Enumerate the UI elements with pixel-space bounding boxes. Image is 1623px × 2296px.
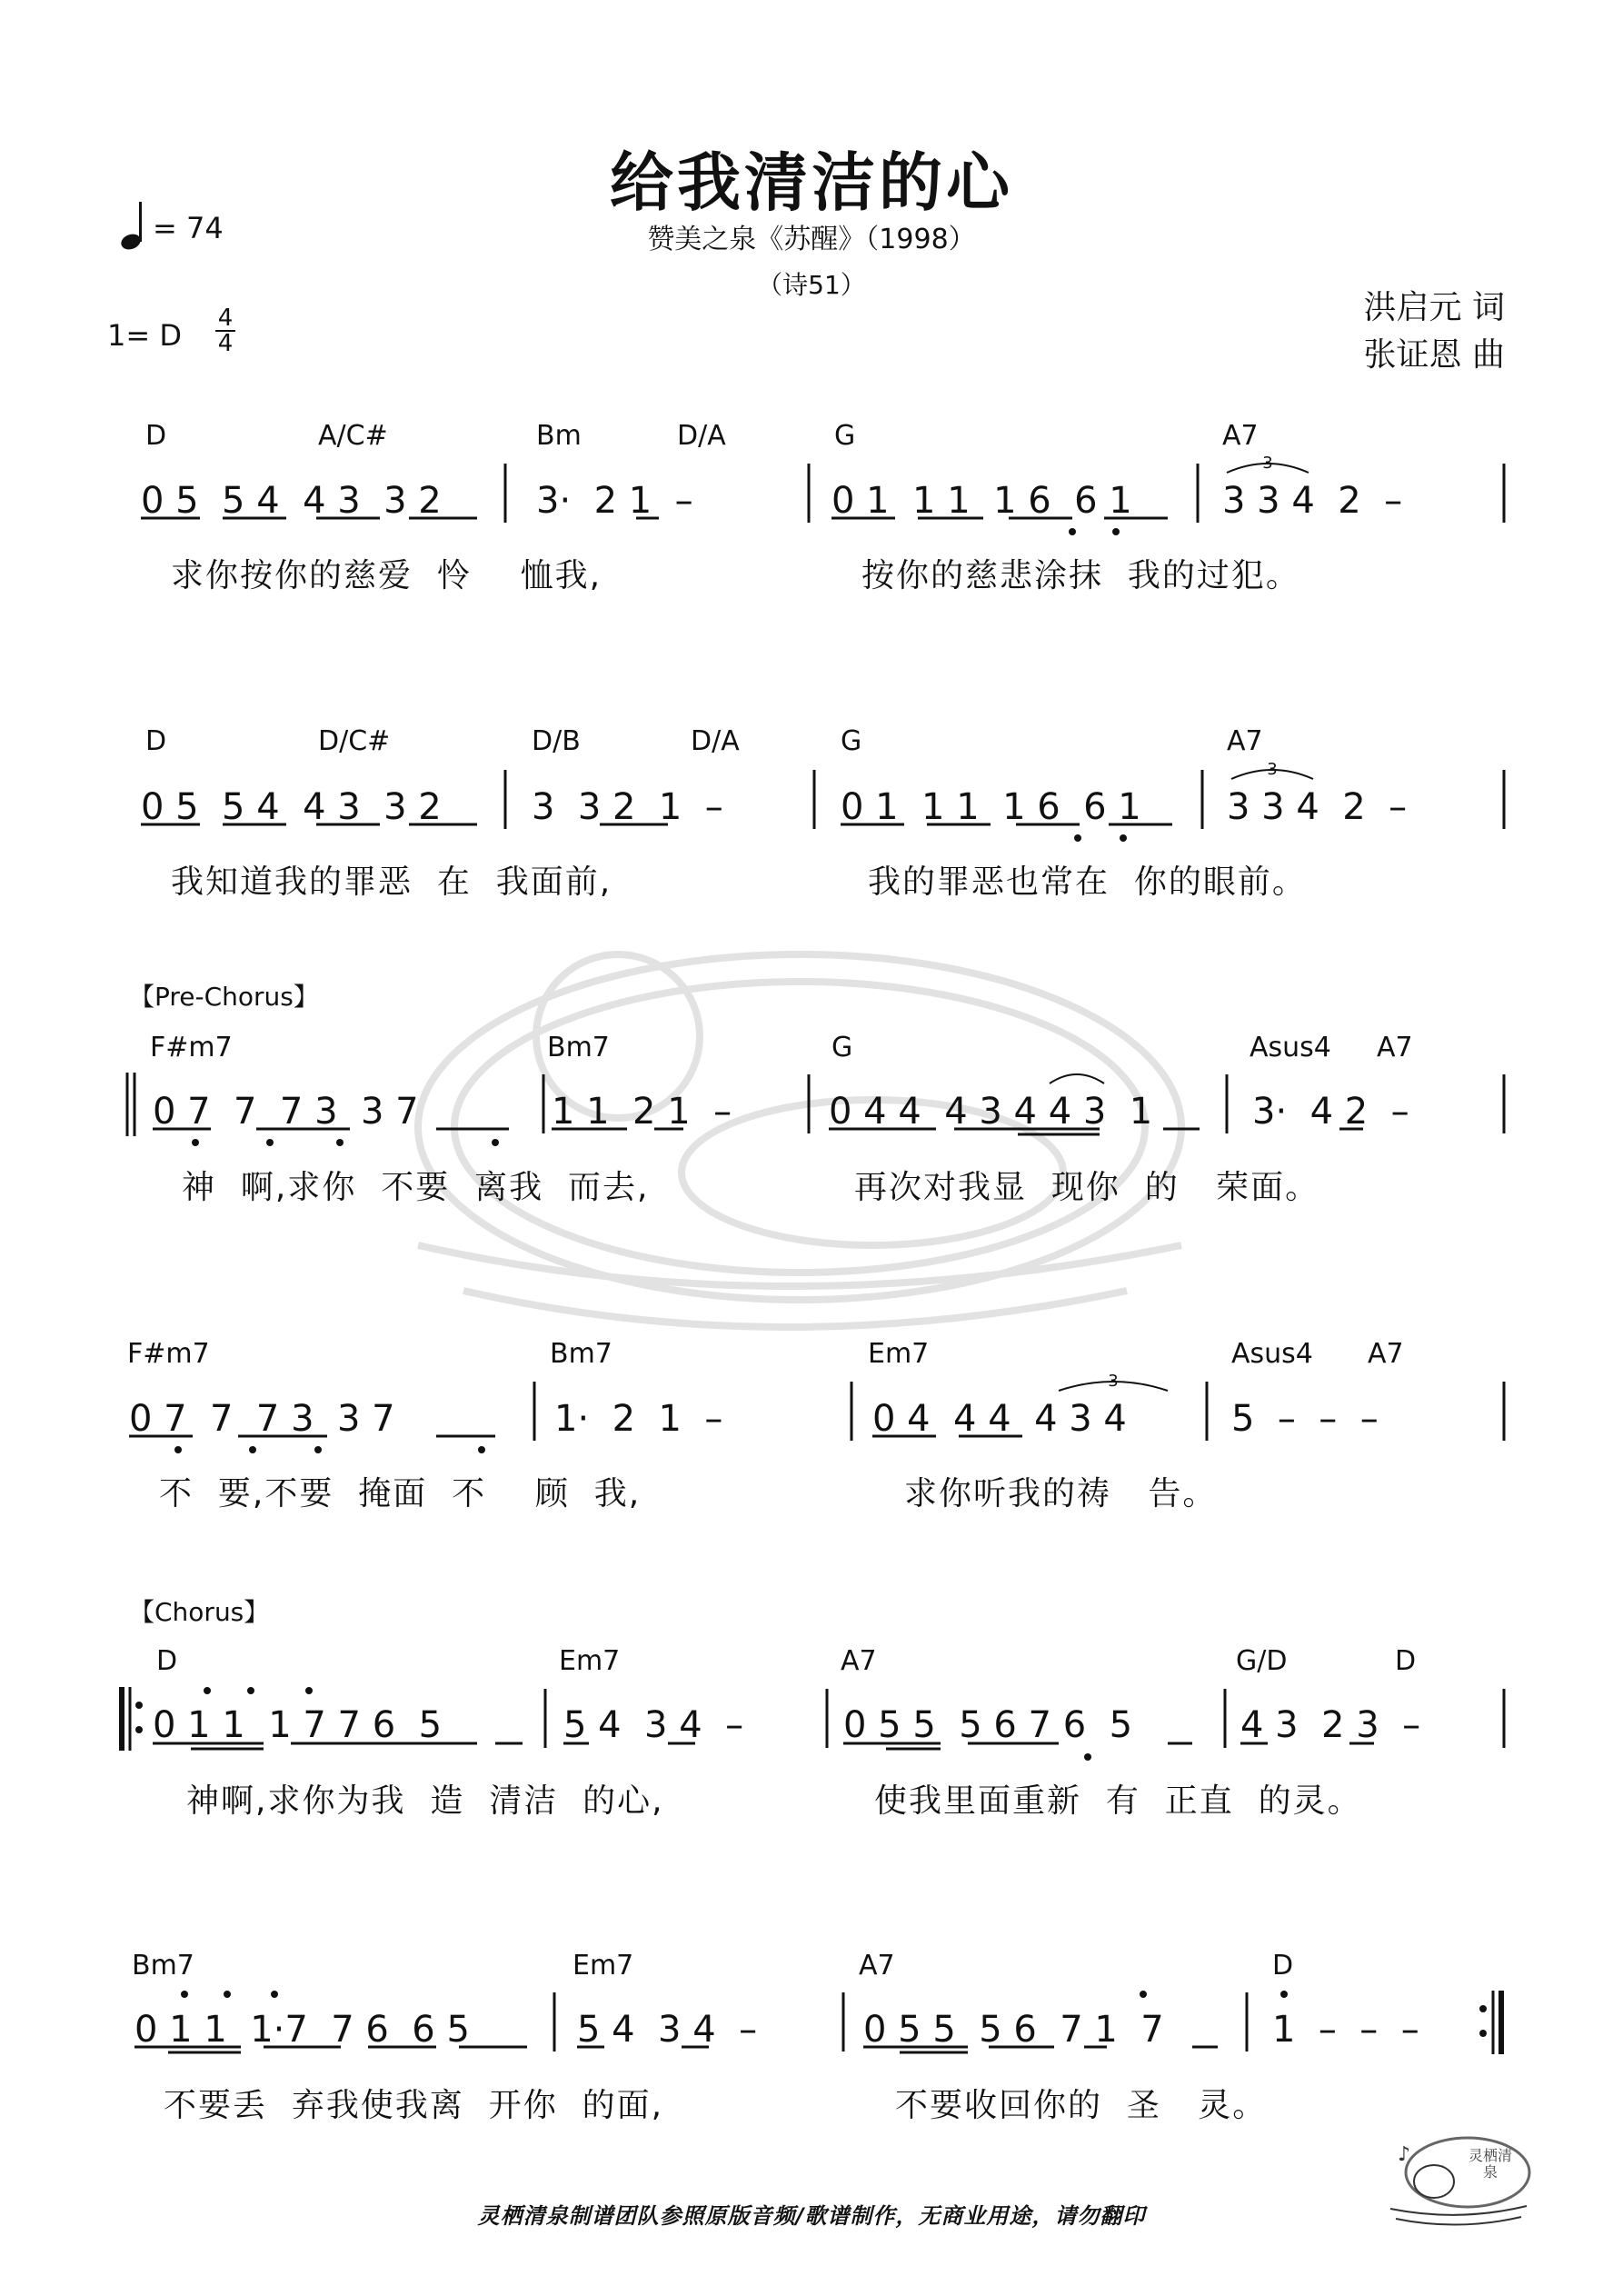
- measure: 3· 4 2 –: [1252, 1091, 1409, 1133]
- row-6-staff-marks: [0, 1983, 1623, 2083]
- row-1-staff-marks: [0, 454, 1623, 554]
- lyric-line: 神啊,求你为我 造 清洁 的心,: [186, 1782, 664, 1820]
- time-signature: [212, 304, 239, 357]
- key-label: 1= D: [107, 318, 182, 353]
- lyric-line: 不要收回你的 圣 灵。: [895, 2087, 1268, 2124]
- svg-text:3: 3: [1108, 1373, 1119, 1391]
- lyric-line: 不 要,不要 掩面 不 顾 我,: [159, 1475, 642, 1512]
- measure: 0 5 5 5 6 7 1 7: [863, 2009, 1164, 2051]
- chord: Asus4: [1250, 1032, 1331, 1063]
- svg-text:3: 3: [1267, 761, 1278, 779]
- time-signature-bottom: 4: [217, 330, 234, 357]
- lyric-line: 求你按你的慈爱 怜 恤我,: [171, 557, 602, 594]
- measure: 3 3 4 2 –: [1227, 786, 1408, 828]
- measure: 1 – – –: [1272, 2009, 1419, 2051]
- measure: 1 1 2 1 –: [552, 1091, 732, 1133]
- chord: Em7: [868, 1338, 930, 1370]
- measure: 3 3 4 2 –: [1222, 480, 1403, 522]
- measure: 0 7 7 7 3 3 7: [129, 1398, 395, 1440]
- measure: 0 1 1 1 1 6 6 1: [841, 786, 1141, 828]
- measure: 5 – – –: [1231, 1398, 1379, 1440]
- watermark-logo: [1381, 2131, 1536, 2231]
- chord: F#m7: [150, 1032, 233, 1063]
- chord: D: [156, 1645, 178, 1677]
- chord: D: [145, 420, 167, 452]
- measure: 3 3 2 1 –: [532, 786, 723, 828]
- chord: D: [145, 725, 167, 757]
- section-label-prechorus: 【Pre-Chorus】: [129, 982, 319, 1012]
- measure: 5 4 3 4 –: [577, 2009, 758, 2051]
- chord: D/B: [532, 725, 581, 757]
- sheep-logo-icon: [1381, 2131, 1536, 2231]
- lyric-line: 按你的慈悲涂抹 我的过犯。: [861, 557, 1300, 594]
- chord: Bm7: [132, 1950, 194, 1982]
- measure: 0 4 4 4 3 4 4 3 1: [829, 1091, 1153, 1133]
- section-label-chorus: 【Chorus】: [129, 1597, 270, 1627]
- chord: A/C#: [318, 420, 388, 452]
- lyric-line: 使我里面重新 有 正直 的灵。: [874, 1782, 1362, 1820]
- row-3-staff-marks: [0, 1065, 1623, 1165]
- chord: D/C#: [318, 725, 391, 757]
- measure: 0 4 4 4 4 3 4: [872, 1398, 1127, 1440]
- chord: A7: [1222, 420, 1259, 452]
- chord: D: [1395, 1645, 1417, 1677]
- copyright-footer: 灵栖清泉制谱团队参照原版音频/歌谱制作，无商业用途，请勿翻印: [477, 2203, 1146, 2229]
- chord: G: [831, 1032, 853, 1063]
- chord: Asus4: [1231, 1338, 1313, 1370]
- measure: 1· 2 1 –: [554, 1398, 723, 1440]
- chord: A7: [1227, 725, 1263, 757]
- row-2-staff-marks: [0, 761, 1623, 861]
- time-signature-top: 4: [217, 304, 234, 332]
- key-signature: [107, 304, 234, 357]
- row-5-staff-marks: [0, 1680, 1623, 1780]
- measure: 0 1 1 1 1 6 6 1: [831, 480, 1132, 522]
- chord: D/A: [677, 420, 726, 452]
- lyric-line: 再次对我显 现你 的 荣面。: [854, 1169, 1320, 1206]
- measure: 0 1 1 1 7 7 6 5: [153, 1704, 443, 1746]
- row-4-staff-marks: [0, 1373, 1623, 1472]
- measure: 3· 2 1 –: [536, 480, 693, 522]
- chord: G: [841, 725, 862, 757]
- chord: Bm7: [547, 1032, 610, 1063]
- chord: G/D: [1236, 1645, 1288, 1677]
- chord: Bm: [536, 420, 582, 452]
- album-subtitle: 赞美之泉《苏醒》（1998）: [647, 224, 976, 255]
- chord: Em7: [559, 1645, 621, 1677]
- lyric-line: 神 啊,求你 不要 离我 而去,: [182, 1169, 650, 1206]
- measure: 0 5 5 5 6 7 6 5: [843, 1704, 1133, 1746]
- measure: 0 1 1 1·7 7 6 6 5: [134, 2009, 470, 2051]
- chord: Bm7: [550, 1338, 612, 1370]
- svg-text:3: 3: [1262, 454, 1273, 473]
- chord: F#m7: [127, 1338, 210, 1370]
- logo-text: 灵栖清泉: [1468, 2147, 1512, 2181]
- chord: D: [1272, 1950, 1294, 1982]
- chord: A7: [1368, 1338, 1404, 1370]
- lyric-line: 我知道我的罪恶 在 我面前,: [171, 863, 612, 901]
- chord: A7: [841, 1645, 877, 1677]
- psalm-reference: （诗51）: [757, 270, 866, 300]
- chord: Em7: [573, 1950, 634, 1982]
- chord: A7: [859, 1950, 895, 1982]
- measure: 4 3 2 3 –: [1240, 1704, 1421, 1746]
- chord: D/A: [691, 725, 740, 757]
- lyric-line: 求你听我的祷 告。: [904, 1475, 1218, 1512]
- lyricist-credit: 洪启元 词: [1363, 289, 1505, 326]
- chord: A7: [1377, 1032, 1413, 1063]
- song-title: 给我清洁的心: [610, 145, 1013, 220]
- measure: 5 4 3 4 –: [563, 1704, 744, 1746]
- measure: 0 5 5 4 4 3 3 2: [141, 480, 442, 522]
- lyric-line: 不要丢 弃我使我离 开你 的面,: [164, 2087, 664, 2124]
- lyric-line: 我的罪恶也常在 你的眼前。: [868, 863, 1307, 901]
- measure: 0 5 5 4 4 3 3 2: [141, 786, 442, 828]
- tempo-value: = 74: [153, 211, 224, 245]
- measure: 0 7 7 7 3 3 7: [153, 1091, 419, 1133]
- chord: G: [834, 420, 856, 452]
- svg-text:♪: ♪: [1398, 2143, 1411, 2166]
- composer-credit: 张证恩 曲: [1363, 336, 1505, 374]
- quarter-note-icon: [118, 198, 154, 253]
